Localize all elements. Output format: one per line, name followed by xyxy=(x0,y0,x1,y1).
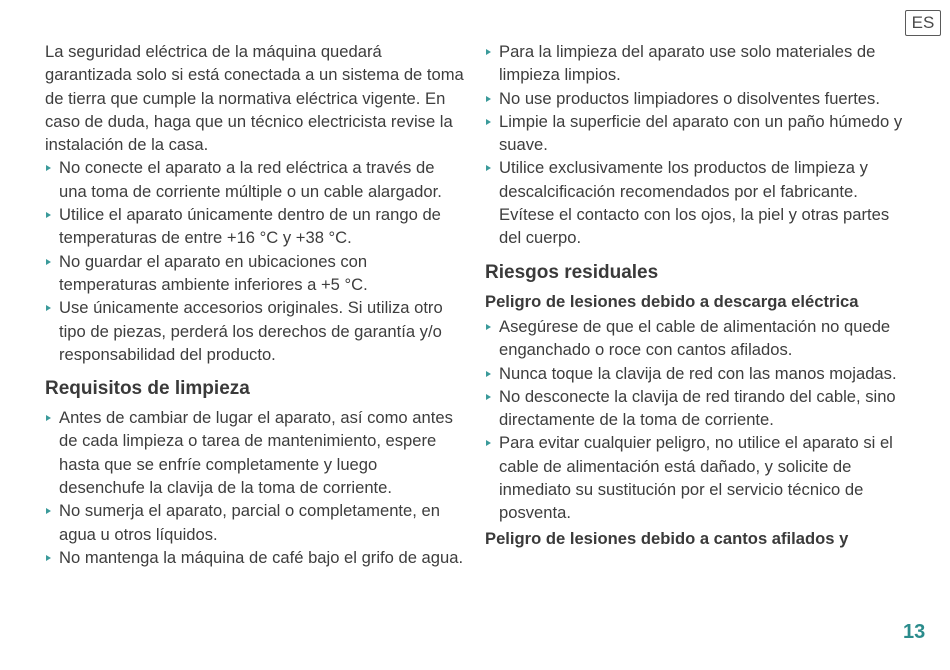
list-item: Asegúrese de que el cable de alimentación no quede enganchado o roce con cantos afilados. xyxy=(485,315,907,362)
list-item: No mantenga la máquina de café bajo el grifo de agua. xyxy=(45,546,465,569)
list-item: No guardar el aparato en ubicaciones con temperaturas ambiente inferiores a +5 °C. xyxy=(45,250,465,297)
list-item: Nunca toque la clavija de red con las manos mojadas. xyxy=(485,362,907,385)
cleaning-heading: Requisitos de limpieza xyxy=(45,378,250,400)
left-column xyxy=(45,40,465,569)
list-item: Antes de cambiar de lugar el aparato, así como antes de cada limpieza o tarea de mantenimiento, espere hasta que se enfríe completamente y luego desenchufe la clavija de la toma de corriente. xyxy=(45,406,465,499)
sharp-edges-subheading: Peligro de lesiones debido a cantos afilados y xyxy=(485,528,849,548)
list-item: Utilice el aparato únicamente dentro de un rango de temperaturas de entre +16 °C y +38 °C. xyxy=(45,203,465,250)
intro-paragraph: La seguridad eléctrica de la máquina quedará garantizada solo si está conectada a un sistema de toma de tierra que cumple la normativa eléctrica vigente. En caso de duda, haga que un técnico electricista revise la instalación de la casa. xyxy=(45,42,464,155)
list-item: No conecte el aparato a la red eléctrica a través de una toma de corriente múltiple o un cable alargador. xyxy=(45,156,465,203)
list-item: No use productos limpiadores o disolventes fuertes. xyxy=(485,87,907,110)
right-column xyxy=(485,40,907,552)
list-item: Limpie la superficie del aparato con un paño húmedo y suave. xyxy=(485,110,907,157)
list-item: No sumerja el aparato, parcial o completamente, en agua u otros líquidos. xyxy=(45,499,465,546)
list-item: Para evitar cualquier peligro, no utilice el aparato si el cable de alimentación está dañado, y solicite de inmediato su sustitución por el servicio técnico de posventa. xyxy=(485,431,907,524)
list-item: No desconecte la clavija de red tirando del cable, sino directamente de la toma de corriente. xyxy=(485,385,907,432)
residual-risks-heading: Riesgos residuales xyxy=(485,261,659,283)
list-item: Utilice exclusivamente los productos de limpieza y descalcificación recomendados por el fabricante. Evítese el contacto con los ojos, la piel y otras partes del cuerpo. xyxy=(485,156,907,249)
list-item: Para la limpieza del aparato use solo materiales de limpieza limpios. xyxy=(485,40,907,87)
electric-shock-subheading: Peligro de lesiones debido a descarga eléctrica xyxy=(485,291,859,311)
language-badge: ES xyxy=(905,10,941,36)
page-number: 13 xyxy=(903,621,926,643)
list-item: Use únicamente accesorios originales. Si utiliza otro tipo de piezas, perderá los derechos de garantía y/o responsabilidad del producto. xyxy=(45,296,465,366)
